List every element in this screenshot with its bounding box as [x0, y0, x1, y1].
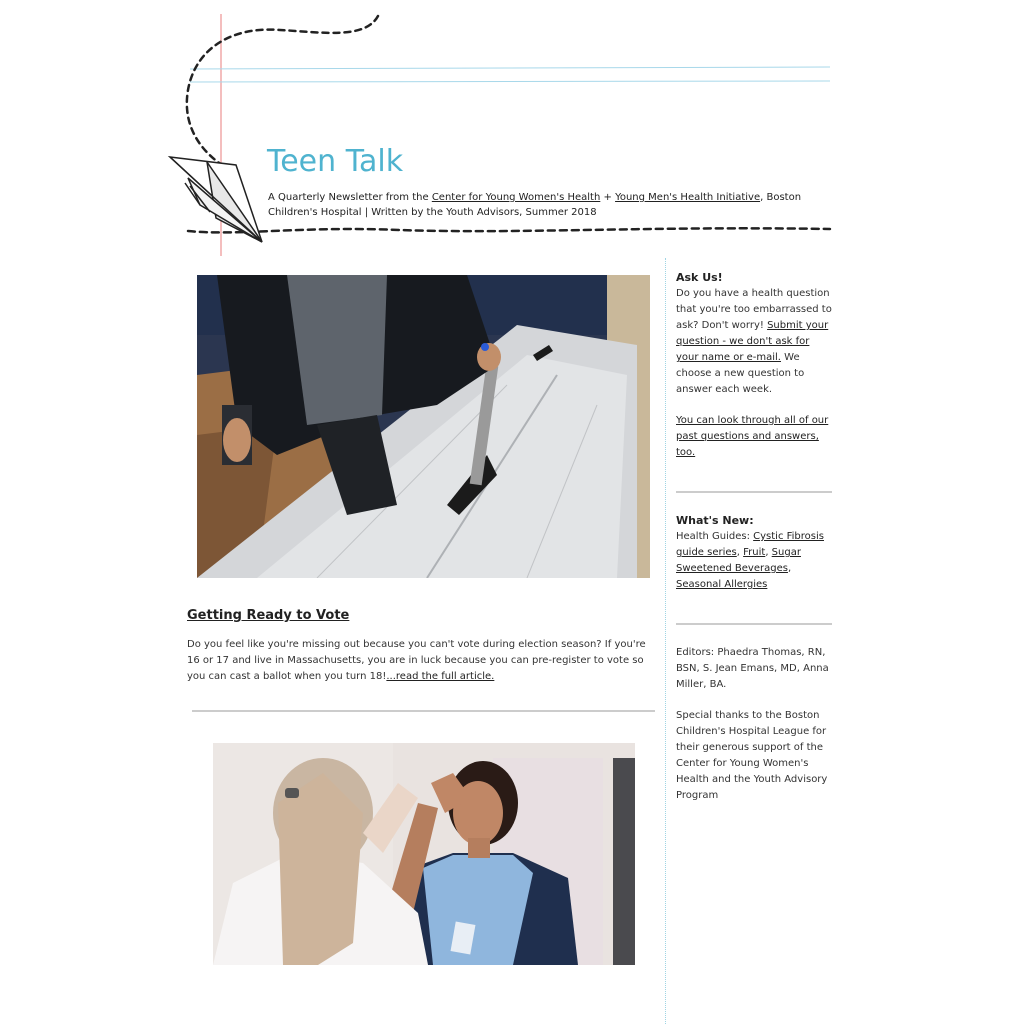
- past-questions-paragraph: [676, 413, 834, 461]
- subtitle-plus: +: [600, 192, 616, 203]
- seasonal-allergies-link[interactable]: Seasonal Allergies: [676, 579, 768, 590]
- whats-new-text: [676, 529, 834, 593]
- subtitle-prefix: A Quarterly Newsletter from the: [268, 192, 432, 203]
- subtitle-suffix: , Boston Children's Hospital | Written by the Youth Advisors, Summer 2018: [268, 192, 802, 218]
- separator: ,: [736, 547, 744, 558]
- ask-us-heading: Ask Us!: [676, 271, 723, 284]
- sidebar-divider: [676, 623, 832, 625]
- ask-us-section: [676, 270, 834, 461]
- article-body-text: Do you feel like you're missing out because you can't vote during election season? If you're 16 or 17 and live in Massachusetts, you are in luck because you can pre-register to vote so you can cast a ballot when you turn 18!: [187, 639, 646, 682]
- fruit-link[interactable]: Fruit: [743, 547, 766, 558]
- voting-ballot-illustration: [197, 275, 650, 578]
- sidebar-divider: [676, 491, 832, 493]
- voting-ballot-photo[interactable]: [197, 275, 650, 578]
- article-heading-link[interactable]: Getting Ready to Vote: [187, 608, 350, 623]
- article-summary: [187, 637, 657, 685]
- separator: ,: [787, 563, 792, 574]
- past-questions-link[interactable]: You can look through all of our past questions and answers, too.: [676, 415, 829, 458]
- flight-path-dashed-line: [187, 16, 378, 165]
- header-notebook-art: [0, 0, 1024, 260]
- ask-us-text: [676, 286, 834, 398]
- thanks-text: Special thanks to the Boston Children's Hospital League for their generous support of the Center for Young Women's Health and the Youth Advisory Program: [676, 710, 828, 801]
- ask-us-text-1: Do you have a health question that you're too embarrassed to ask? Don't worry!: [676, 288, 832, 331]
- whats-new-heading: What's New:: [676, 514, 754, 527]
- read-full-article-link[interactable]: ...read the full article.: [386, 671, 495, 682]
- sugar-sweetened-beverages-link[interactable]: Sugar Sweetened Beverages: [676, 547, 801, 574]
- notebook-ruled-line: [190, 67, 830, 69]
- ymhi-link[interactable]: Young Men's Health Initiative: [615, 192, 761, 203]
- newsletter-subtitle: [268, 190, 828, 220]
- sidebar-dotted-rule: [665, 258, 666, 1024]
- submit-question-link[interactable]: Submit your question - we don't ask for your name or e-mail.: [676, 320, 829, 363]
- paper-plane-icon: [170, 157, 262, 242]
- section-divider: [192, 710, 655, 712]
- whats-new-section: [676, 513, 834, 593]
- editors-text: Editors: Phaedra Thomas, RN, BSN, S. Jean Emans, MD, Anna Miller, BA.: [676, 647, 829, 690]
- cywh-link[interactable]: Center for Young Women's Health: [431, 192, 601, 203]
- ask-us-text-2: We choose a new question to answer each week.: [676, 352, 805, 395]
- whats-new-prefix: Health Guides:: [676, 531, 754, 542]
- notebook-ruled-line: [190, 81, 830, 82]
- cystic-fibrosis-link[interactable]: Cystic Fibrosis guide series: [676, 531, 824, 558]
- health-checkup-illustration: [213, 743, 635, 965]
- newsletter-title: Teen Talk: [267, 144, 404, 179]
- baseline-dashed-line: [188, 228, 830, 232]
- health-checkup-photo[interactable]: [213, 743, 635, 965]
- separator: ,: [765, 547, 772, 558]
- credits-section: [676, 645, 834, 804]
